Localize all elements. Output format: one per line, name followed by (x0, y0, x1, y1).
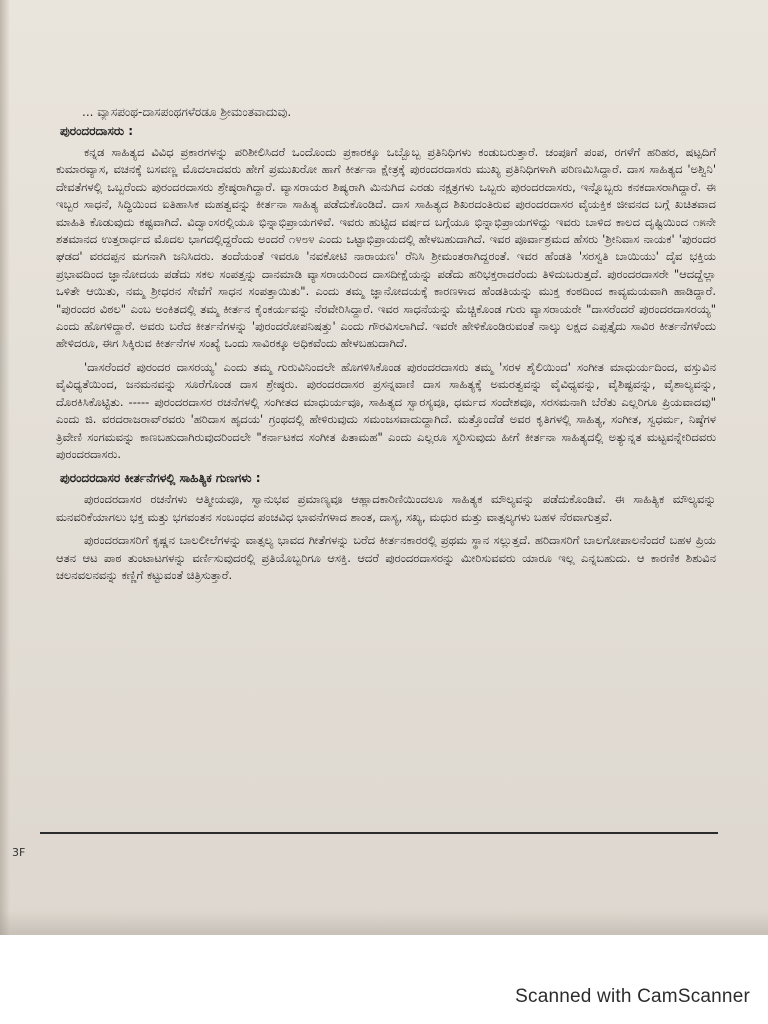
paragraph-1: ಕನ್ನಡ ಸಾಹಿತ್ಯದ ವಿವಿಧ ಪ್ರಕಾರಗಳನ್ನು ಪರಿಶೀಲಿಸಿದರೆ ಒಂದೊಂದು ಪ್ರಕಾರಕ್ಕೂ ಒಬ್ಬೊಬ್ಬ ಪ್ರತಿನಿಧಿಗಳು ಕಂಡುಬರುತ್ತಾರೆ. ಚಂಪೂಗೆ ಪಂಪ, ರಗಳೆಗೆ ಹರಿಹರ, ಷಟ್ಪದಿಗೆ ಕುಮಾರವ್ಯಾಸ, ವಚನಕ್ಕೆ ಬಸವಣ್ಣ ಮೊದಲಾದವರು ಹೇಗೆ ಪ್ರಮುಖರೋ ಹಾಗೆ ಕೀರ್ತನಾ ಕ್ಷೇತ್ರಕ್ಕೆ ಪುರಂದರದಾಸರು ಮುಖ್ಯ ಪ್ರತಿನಿಧಿಗಳಾಗಿ ಪರಿಣಮಿಸಿದ್ದಾರೆ. ದಾಸ ಸಾಹಿತ್ಯದ 'ಅಶ್ವಿನಿ' ದೇವತೆಗಳಲ್ಲಿ ಒಬ್ಬರೆಂದು ಪುರಂದರದಾಸರು ಶ್ರೇಷ್ಠರಾಗಿದ್ದಾರೆ. ವ್ಯಾಸರಾಯರ ಶಿಷ್ಯರಾಗಿ ಮಿನುಗಿದ ಎರಡು ನಕ್ಷತ್ರಗಳು ಒಬ್ಬರು ಪುರಂದರದಾಸರು, ಇನ್ನೊಬ್ಬರು ಕನಕದಾಸರಾಗಿದ್ದಾರೆ. ಈ ಇಬ್ಬರ ಸಾಧನೆ, ಸಿದ್ಧಿಯಿಂದ ಐತಿಹಾಸಿಕ ಮಹತ್ವವನ್ನು ಕೀರ್ತನಾ ಸಾಹಿತ್ಯ ಪಡೆದುಕೊಂಡಿದೆ. ದಾಸ ಸಾಹಿತ್ಯದ ಶಿಖರದಂತಿರುವ ಪುರಂದರದಾಸರ ವೈಯಕ್ತಿಕ ಜೀವನದ ಬಗ್ಗೆ ಖಚಿತವಾದ ಮಾಹಿತಿ ಕೊಡುವುದು ಕಷ್ಟವಾಗಿದೆ. ವಿದ್ವಾಂಸರಲ್ಲಿಯೂ ಭಿನ್ನಾಭಿಪ್ರಾಯಗಳಿವೆ. ಇವರು ಹುಟ್ಟಿದ ವರ್ಷದ ಬಗ್ಗೆಯೂ ಭಿನ್ನಾಭಿಪ್ರಾಯಗಳಿದ್ದು ಇವರು ಬಾಳಿದ ಕಾಲದ ದೃಷ್ಟಿಯಿಂದ ೧೫ನೇ ಶತಮಾನದ ಉತ್ತರಾರ್ಧದ ಮೊದಲ ಭಾಗದಲ್ಲಿದ್ದರೆಂದು ಅಂದರೆ ೧೪೮೪ ಎಂದು ಒಟ್ಟಾಭಿಪ್ರಾಯದಲ್ಲಿ ಹೇಳಬಹುದಾಗಿದೆ. ಇವರ ಪೂರ್ವಾಶ್ರಮದ ಹೆಸರು 'ಶ್ರೀನಿವಾಸ ನಾಯಕ' 'ಪುರಂದರ ಘಡದ' ವರದಪ್ಪನ ಮಗನಾಗಿ ಜನಿಸಿದರು. ತಂದೆಯಂತೆ ಇವರೂ 'ನವಕೋಟಿ ನಾರಾಯಣ' ರೆನಿಸಿ ಶ್ರೀಮಂತರಾಗಿದ್ದರಂತೆ. ಇವರ ಹೆಂಡತಿ 'ಸರಸ್ವತಿ ಬಾಯಿಯು' ದೈವ ಭಕ್ತಿಯ ಪ್ರಭಾವದಿಂದ ಜ್ಞಾನೋದಯ ಪಡೆದು ಸಕಲ ಸಂಪತ್ತನ್ನು ದಾನಮಾಡಿ ವ್ಯಾಸರಾಯರಿಂದ ದಾಸದೀಕ್ಷೆಯನ್ನು ಪಡೆದು ಹರಿಭಕ್ತರಾದರೆಂದು ತಿಳಿದುಬರುತ್ತದೆ. ಪುರಂದರದಾಸರೇ "ಆದದ್ದೆಲ್ಲಾ ಒಳಿತೇ ಆಯಿತು, ನಮ್ಮ ಶ್ರೀಧರನ ಸೇವೆಗೆ ಸಾಧನ ಸಂಪತ್ತಾಯಿತು". ಎಂದು ತಮ್ಮ ಜ್ಞಾನೋದಯಕ್ಕೆ ಕಾರಣಳಾದ ಹೆಂಡತಿಯನ್ನು ಮುಕ್ತ ಕಂಠದಿಂದ ಕಾವ್ಯಮಯವಾಗಿ ಹಾಡಿದ್ದಾರೆ. "ಪುರಂದರ ವಿಠಲ" ಎಂಬ ಅಂಕಿತದಲ್ಲಿ ತಮ್ಮ ಕೀರ್ತನ ಕೈಂಕರ್ಯವನ್ನು ನೆರವೇರಿಸಿದ್ದಾರೆ. ಇವರ ಸಾಧನೆಯನ್ನು ಮೆಚ್ಚಿಕೊಂಡ ಗುರು ವ್ಯಾಸರಾಯರೇ "ದಾಸರೆಂದರೆ ಪುರಂದರದಾಸರಯ್ಯ" ಎಂದು ಹೊಗಳಿದ್ದಾರೆ. ಅವರು ಬರೆದ ಕೀರ್ತನೆಗಳನ್ನು 'ಪುರಂದರೋಪನಿಷತ್ತು' ಎಂದು ಗೌರವಿಸಲಾಗಿದೆ. ಇವರೇ ಹೇಳಿಕೊಂಡಿರುವಂತೆ ನಾಲ್ಕು ಲಕ್ಷದ ಎಪ್ಪತ್ತೈದು ಸಾವಿರ ಕೀರ್ತನೆಗಳೆಂದು ಹೇಳಿದರೂ, ಈಗ ಸಿಕ್ಕಿರುವ ಕೀರ್ತನೆಗಳ ಸಂಖ್ಯೆ ಒಂದು ಸಾವಿರಕ್ಕೂ ಅಧಿಕವೆಂದು ಹೇಳಬಹುದಾಗಿದೆ. (56, 145, 716, 351)
paragraph-3: ಪುರಂದರದಾಸರ ರಚನೆಗಳು ಆತ್ಮೀಯವೂ, ಸ್ವಾನುಭವ ಪ್ರಮಾಣ್ಯವೂ ಆಹ್ಲಾದಕಾರಿಣಿಯಿಂದಲೂ ಸಾಹಿತ್ಯಕ ಮೌಲ್ಯವನ್ನು ಪಡೆದುಕೊಂಡಿವೆ. ಈ ಸಾಹಿತ್ಯಿಕ ಮೌಲ್ಯವನ್ನು ಮನವರಿಕೆಯಾಗಲು ಭಕ್ತ ಮತ್ತು ಭಗವಂತನ ಸಂಬಂಧದ ಪಂಚವಿಧ ಭಾವನೆಗಳಾದ ಶಾಂತ, ದಾಸ್ಯ, ಸಖ್ಯ, ಮಧುರ ಮತ್ತು ವಾತ್ಸಲ್ಯಗಳು ಬಹಳ ನೆರವಾಗುತ್ತವೆ. (56, 492, 716, 524)
section-heading-purandaradasaru: ಪುರಂದರದಾಸರು : (60, 124, 134, 138)
cut-off-top-line: ... ವ್ಯಾಸಪಂಥ-ದಾಸಪಂಥಗಳೆರಡೂ ಶ್ರೀಮಂತವಾದುವು. (82, 105, 292, 119)
camscanner-watermark: Scanned with CamScanner (515, 986, 750, 1007)
page-marker: 3F (12, 846, 26, 859)
page-bottom-shadow (0, 911, 768, 935)
section-heading-literary-qualities: ಪುರಂದರದಾಸರ ಕೀರ್ತನೆಗಳಲ್ಲಿ ಸಾಹಿತ್ಯಿಕ ಗುಣಗಳು : (60, 471, 261, 486)
paragraph-4: ಪುರಂದರದಾಸರಿಗೆ ಕೃಷ್ಣನ ಬಾಲಲೀಲೆಗಳನ್ನು ವಾತ್ಸಲ್ಯ ಭಾವದ ಗೀತೆಗಳನ್ನು ಬರೆದ ಕೀರ್ತನಕಾರರಲ್ಲಿ ಪ್ರಥಮ ಸ್ಥಾನ ಸಲ್ಲುತ್ತದೆ. ಹರಿದಾಸರಿಗೆ ಬಾಲಗೋಪಾಲನೆಂದರೆ ಬಹಳ ಪ್ರಿಯ ಆತನ ಆಟ ಪಾಠ ತುಂಟಾಟಗಳನ್ನು ವರ್ಣಿಸುವುದರಲ್ಲಿ ಪ್ರತಿಯೊಬ್ಬರಿಗೂ ಆಸಕ್ತಿ. ಆದರೆ ಪುರಂದರದಾಸರನ್ನು ಮೀರಿಸುವವರು ಯಾರೂ ಇಲ್ಲ ಎನ್ನಬಹುದು. ಆ ಕಾರಣಿಕ ಶಿಶುವಿನ ಚಲನವಲನವನ್ನು ಕಣ್ಣಿಗೆ ಕಟ್ಟುವಂತೆ ಚಿತ್ರಿಸುತ್ತಾರೆ. (56, 533, 716, 582)
footer-rule (40, 832, 718, 834)
paragraph-2: 'ದಾಸರೆಂದರೆ ಪುರಂದರ ದಾಸರಯ್ಯ' ಎಂದು ತಮ್ಮ ಗುರುವಿನಿಂದಲೇ ಹೊಗಳಿಸಿಕೊಂಡ ಪುರಂದರದಾಸರು ತಮ್ಮ 'ಸರಳ ಶೈಲಿಯಿಂದ' ಸಂಗೀತ ಮಾಧುರ್ಯದಿಂದ, ವಸ್ತುವಿನ ವೈವಿಧ್ಯತೆಯಿಂದ, ಜನಮನವನ್ನು ಸೂರೆಗೊಂಡ ದಾಸ ಶ್ರೇಷ್ಠರು. ಪುರಂದರದಾಸರ ಪ್ರಸನ್ನವಾಣಿ ದಾಸ ಸಾಹಿತ್ಯಕ್ಕೆ ಅಮರತ್ವವನ್ನು ವೈವಿಧ್ಯವನ್ನು, ವೈಶಿಷ್ಟವನ್ನು, ವೈಶಾಲ್ಯವನ್ನು, ದೊರಕಿಸಿಕೊಟ್ಟಿತು. ----- ಪುರಂದರದಾಸರ ರಚನೆಗಳಲ್ಲಿ ಸಂಗೀತದ ಮಾಧುರ್ಯವೂ, ಸಾಹಿತ್ಯದ ಸ್ವಾರಸ್ಯವೂ, ಧರ್ಮದ ಸಂದೇಶವೂ, ಸರಸಮನಾಗಿ ಬೆರೆತು ಎಲ್ಲರಿಗೂ ಪ್ರಿಯವಾದವು" ಎಂದು ಜಿ. ವರದರಾಜರಾವ್‌ರವರು 'ಹರಿದಾಸ ಹೃದಯ' ಗ್ರಂಥದಲ್ಲಿ ಹೇಳಿರುವುದು ಸಮಂಜಸವಾದುದ್ದಾಗಿದೆ. ಮತ್ತೊಂದೆಡೆ ಅವರ ಕೃತಿಗಳಲ್ಲಿ ಸಾಹಿತ್ಯ, ಸಂಗೀತ, ಸ್ವಧರ್ಮ, ನಿಷ್ಠೆಗಳ ತ್ರಿವೇಣಿ ಸಂಗಮವನ್ನು ಕಾಣಬಹುದಾಗಿರುವುದರಿಂದಲೇ "ಕರ್ನಾಟಕದ ಸಂಗೀತ ಪಿತಾಮಹ" ಎಂದು ಎಲ್ಲರೂ ಸ್ಮರಿಸುವುದು ಹೀಗೆ ಕೀರ್ತನಾ ಸಾಹಿತ್ಯದಲ್ಲಿ ಅತ್ಯುನ್ನತ ಮಟ್ಟವನ್ನೇರಿದವರು ಪುರಂದರದಾಸರು. (56, 359, 716, 461)
page-edge-shadow (0, 0, 10, 935)
document-body (56, 104, 716, 590)
